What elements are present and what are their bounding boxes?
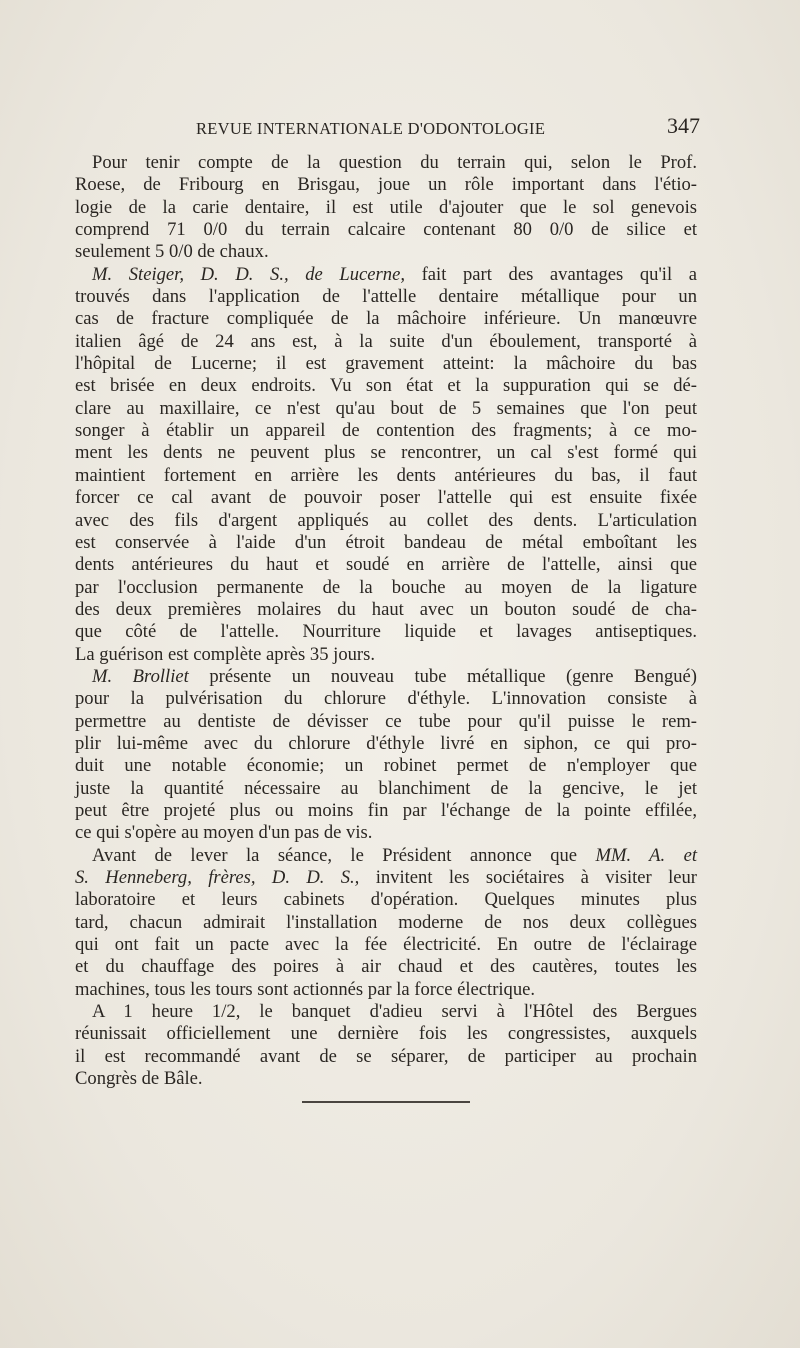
text-line: Congrès de Bâle.: [75, 1068, 203, 1090]
paragraph-henneberg: [75, 845, 697, 1001]
text-line: est conservée à l'aide d'un étroit bandeau de métal emboîtant les: [75, 531, 697, 553]
text-line: A 1 heure 1/2, le banquet d'adieu servi à l'Hôtel des Bergues: [92, 1001, 697, 1023]
text-run: présente un nouveau tube métallique (genre Bengué): [188, 665, 697, 687]
text-line: plir lui-même avec du chlorure d'éthyle livré en siphon, ce qui pro-: [75, 732, 697, 754]
text-run: Avant de lever la séance, le Président annonce que: [92, 844, 596, 866]
text-line: cas de fracture compliquée de la mâchoire inférieure. Un manœuvre: [75, 308, 697, 330]
speaker-name: M. Brolliet: [92, 665, 189, 687]
text-line: clare au maxillaire, ce n'est qu'au bout de 5 semaines que l'on peut: [75, 397, 697, 419]
text-line: machines, tous les tours sont actionnés par la force électrique.: [75, 978, 536, 1000]
text-line: songer à établir un appareil de contention des fragments; à ce mo-: [75, 420, 697, 442]
running-title: REVUE INTERNATIONALE D'ODONTOLOGIE: [196, 119, 546, 138]
text-line: duit une notable économie; un robinet permet de n'employer que: [75, 755, 697, 777]
text-line: ce qui s'opère au moyen d'un pas de vis.: [75, 822, 373, 844]
paragraph-brolliet: [75, 666, 697, 845]
text-line: que côté de l'attelle. Nourriture liquide et lavages antiseptiques.: [75, 621, 697, 643]
text-line: trouvés dans l'application de l'attelle dentaire métallique pour un: [75, 286, 697, 308]
text-line: peut être projeté plus ou moins fin par l'échange de la pointe effilée,: [75, 799, 697, 821]
text-line: [75, 666, 697, 688]
paragraph-soil: [75, 152, 697, 264]
text-line: [75, 845, 697, 867]
text-line: tard, chacun admirait l'installation moderne de nos deux collègues: [75, 911, 697, 933]
text-line: logie de la carie dentaire, il est utile d'ajouter que le sol genevois: [75, 196, 697, 218]
page-header: [78, 113, 700, 147]
text-run: fait part des avantages qu'il a: [404, 263, 697, 285]
text-line: avec des fils d'argent appliqués au collet des dents. L'articulation: [75, 509, 697, 531]
text-line: La guérison est complète après 35 jours.: [75, 643, 375, 665]
text-line: des deux premières molaires du haut avec un bouton soudé de cha-: [75, 598, 697, 620]
paragraph-steiger: [75, 264, 697, 666]
text-line: [75, 867, 697, 889]
text-line: est brisée en deux endroits. Vu son état et la suppuration qui se dé-: [75, 375, 697, 397]
host-names: MM. A. et: [595, 844, 697, 866]
text-line: par l'occlusion permanente de la bouche au moyen de la ligature: [75, 576, 697, 598]
text-line: réunissait officiellement une dernière fois les congressistes, auxquels: [75, 1023, 697, 1045]
text-line: pour la pulvérisation du chlorure d'éthyle. L'innovation consiste à: [75, 688, 697, 710]
text-line: Pour tenir compte de la question du terrain qui, selon le Prof.: [92, 152, 697, 173]
text-run: invitent les sociétaires à visiter leur: [359, 867, 697, 888]
text-line: et du chauffage des poires à air chaud et des cautères, toutes les: [75, 956, 697, 978]
text-line: qui ont fait un pacte avec la fée électricité. En outre de l'éclairage: [75, 934, 697, 956]
paragraph-banquet: [75, 1001, 697, 1090]
text-line: [75, 264, 697, 286]
article-body: [75, 152, 697, 1090]
text-line: dents antérieures du haut et soudé en arrière de l'attelle, ainsi que: [75, 554, 697, 576]
host-names: S. Henneberg, frères, D. D. S.,: [75, 867, 360, 888]
text-line: maintient fortement en arrière les dents antérieures du bas, il faut: [75, 464, 697, 486]
text-line: comprend 71 0/0 du terrain calcaire contenant 80 0/0 de silice et: [75, 219, 697, 241]
text-line: l'hôpital de Lucerne; il est gravement atteint: la mâchoire du bas: [75, 353, 697, 375]
section-end-rule: [302, 1101, 470, 1103]
text-line: Roese, de Fribourg en Brisgau, joue un rôle important dans l'étio-: [75, 174, 697, 196]
text-line: laboratoire et leurs cabinets d'opération. Quelques minutes plus: [75, 889, 697, 911]
speaker-name: M. Steiger, D. D. S., de Lucerne,: [92, 263, 405, 285]
page-number: 347: [667, 113, 700, 138]
text-line: permettre au dentiste de dévisser ce tube pour qu'il puisse le rem-: [75, 710, 697, 732]
text-line: seulement 5 0/0 de chaux.: [75, 241, 269, 263]
text-line: italien âgé de 24 ans est, à la suite d'un éboulement, transporté à: [75, 330, 697, 352]
text-line: forcer ce cal avant de pouvoir poser l'attelle qui est ensuite fixée: [75, 487, 697, 509]
text-line: juste la quantité nécessaire au blanchiment de la gencive, le jet: [75, 777, 697, 799]
text-line: il est recommandé avant de se séparer, de participer au prochain: [75, 1045, 697, 1067]
text-line: ment les dents ne peuvent plus se rencontrer, un cal s'est formé qui: [75, 442, 697, 464]
